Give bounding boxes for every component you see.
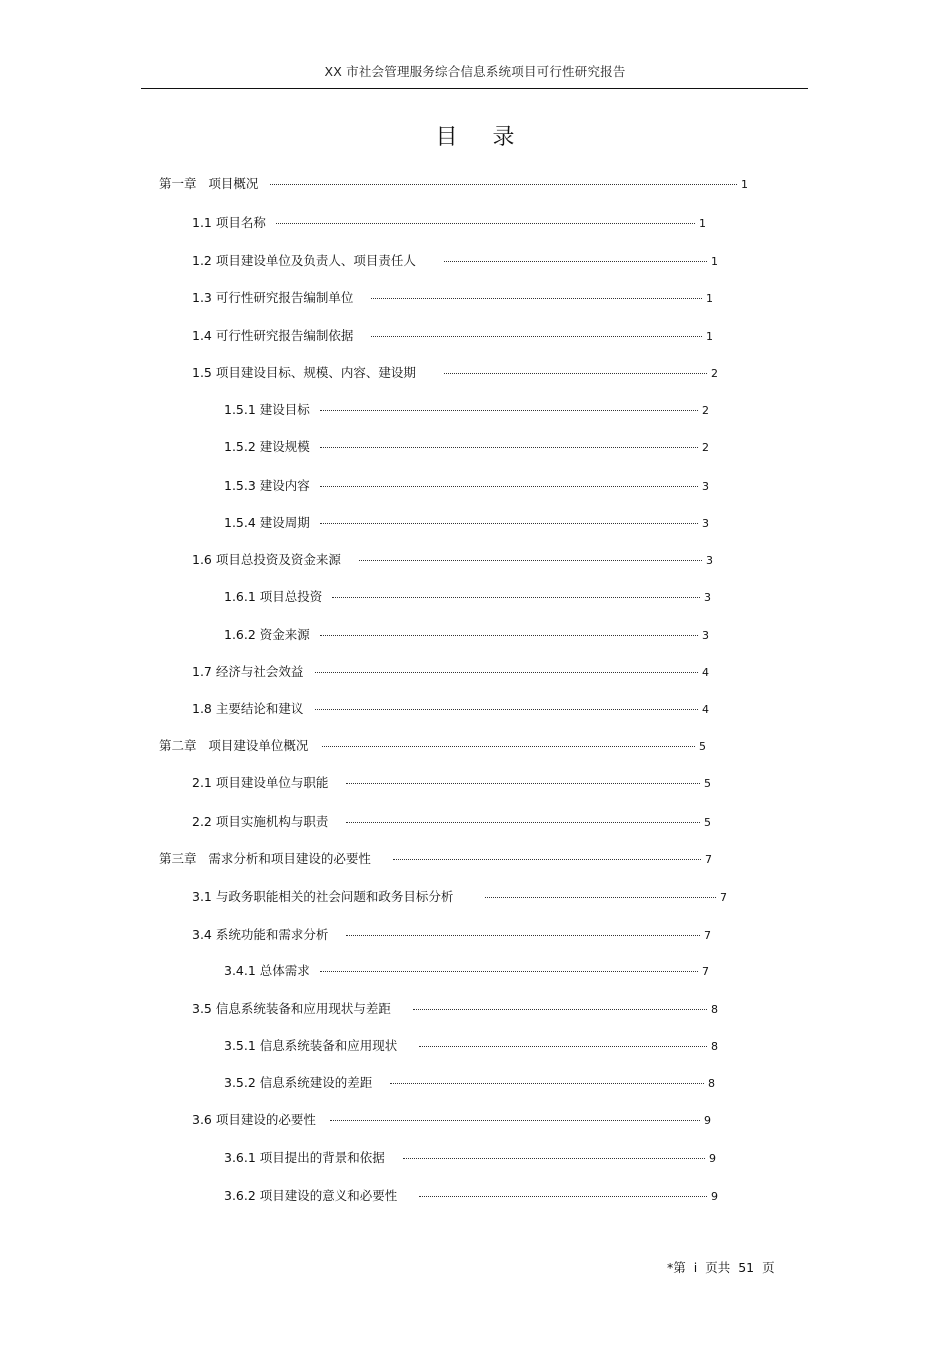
toc-entry[interactable] [224, 1149, 716, 1167]
toc-dot-leader [320, 523, 698, 524]
toc-entry-page-number: 5 [704, 816, 711, 829]
toc-entry-label: 1.8 主要结论和建议 [192, 701, 304, 716]
toc-entry-page-number: 5 [704, 777, 711, 790]
toc-entry-page-number: 3 [702, 517, 709, 530]
toc-entry-page-number: 4 [702, 703, 709, 716]
toc-entry[interactable] [192, 926, 711, 944]
toc-entry-page-number: 7 [720, 891, 727, 904]
toc-dot-leader [330, 1120, 700, 1121]
toc-entry-page-number: 2 [711, 367, 718, 380]
toc-entry[interactable] [192, 252, 718, 270]
toc-entry-label: 第二章 项目建设单位概况 [159, 738, 309, 753]
toc-dot-leader [485, 897, 716, 898]
toc-entry-page-number: 7 [705, 853, 712, 866]
footer-current-page: i [693, 1260, 698, 1275]
toc-entry-label: 1.3 可行性研究报告编制单位 [192, 290, 354, 305]
toc-entry-label: 3.4.1 总体需求 [224, 963, 310, 978]
toc-entry-page-number: 1 [741, 178, 748, 191]
toc-dot-leader [419, 1196, 707, 1197]
toc-entry[interactable] [224, 438, 709, 456]
toc-dot-leader [322, 746, 695, 747]
toc-entry-page-number: 3 [704, 591, 711, 604]
toc-dot-leader [413, 1009, 707, 1010]
toc-entry-label: 2.2 项目实施机构与职责 [192, 814, 329, 829]
toc-entry[interactable] [224, 588, 711, 606]
toc-entry-page-number: 1 [706, 330, 713, 343]
toc-entry-label: 3.5.1 信息系统装备和应用现状 [224, 1038, 398, 1053]
toc-entry-label: 1.2 项目建设单位及负责人、项目责任人 [192, 253, 416, 268]
toc-entry[interactable] [192, 364, 718, 382]
toc-dot-leader [403, 1158, 705, 1159]
toc-entry[interactable] [224, 401, 709, 419]
toc-entry-label: 3.4 系统功能和需求分析 [192, 927, 329, 942]
toc-entry-label: 1.6 项目总投资及资金来源 [192, 552, 341, 567]
toc-dot-leader [315, 672, 698, 673]
toc-dot-leader [359, 560, 702, 561]
toc-entry[interactable] [192, 663, 709, 681]
toc-entry-page-number: 1 [706, 292, 713, 305]
toc-entry-page-number: 1 [699, 217, 706, 230]
footer-total-pages: 51 [738, 1260, 755, 1275]
toc-entry[interactable] [192, 774, 711, 792]
toc-entry-label: 1.6.1 项目总投资 [224, 589, 323, 604]
toc-entry-page-number: 8 [708, 1077, 715, 1090]
toc-entry[interactable] [192, 700, 709, 718]
footer-middle: 页共 [705, 1260, 731, 1275]
toc-dot-leader [320, 486, 698, 487]
toc-entry-page-number: 3 [706, 554, 713, 567]
toc-entry-label: 3.6.1 项目提出的背景和依据 [224, 1150, 385, 1165]
toc-dot-leader [270, 184, 737, 185]
toc-entry[interactable] [192, 1000, 718, 1018]
toc-dot-leader [346, 935, 700, 936]
toc-entry-page-number: 2 [702, 441, 709, 454]
toc-title: 目 录 [435, 125, 529, 150]
toc-dot-leader [444, 373, 707, 374]
toc-entry[interactable] [192, 289, 713, 307]
toc-entry[interactable] [224, 962, 709, 980]
toc-entry[interactable] [159, 850, 712, 868]
toc-entry-label: 3.5 信息系统装备和应用现状与差距 [192, 1001, 391, 1016]
toc-entry-label: 3.5.2 信息系统建设的差距 [224, 1075, 373, 1090]
toc-entry[interactable] [159, 175, 748, 193]
toc-entry-label: 第三章 需求分析和项目建设的必要性 [159, 851, 371, 866]
toc-entry[interactable] [224, 1037, 718, 1055]
toc-entry-label: 1.5.2 建设规模 [224, 439, 310, 454]
toc-entry-label: 1.5 项目建设目标、规模、内容、建设期 [192, 365, 416, 380]
toc-entry[interactable] [224, 626, 709, 644]
toc-entry-label: 1.7 经济与社会效益 [192, 664, 304, 679]
page-footer [667, 1258, 779, 1276]
toc-dot-leader [444, 261, 707, 262]
toc-entry-page-number: 2 [702, 404, 709, 417]
toc-dot-leader [346, 822, 700, 823]
toc-entry-page-number: 5 [699, 740, 706, 753]
toc-entry[interactable] [192, 551, 713, 569]
toc-dot-leader [320, 971, 698, 972]
toc-entry[interactable] [192, 214, 706, 232]
toc-entry[interactable] [192, 327, 713, 345]
toc-entry-page-number: 1 [711, 255, 718, 268]
toc-entry-label: 2.1 项目建设单位与职能 [192, 775, 329, 790]
toc-entry-label: 1.4 可行性研究报告编制依据 [192, 328, 354, 343]
toc-dot-leader [320, 410, 698, 411]
toc-entry-page-number: 9 [709, 1152, 716, 1165]
footer-prefix: *第 [667, 1260, 686, 1275]
toc-entry[interactable] [224, 514, 709, 532]
toc-dot-leader [332, 597, 700, 598]
toc-dot-leader [315, 709, 698, 710]
toc-entry[interactable] [192, 813, 711, 831]
toc-dot-leader [320, 447, 698, 448]
toc-entry-label: 3.6 项目建设的必要性 [192, 1112, 316, 1127]
toc-dot-leader [346, 783, 700, 784]
toc-entry-page-number: 7 [704, 929, 711, 942]
toc-dot-leader [371, 336, 702, 337]
toc-entry-page-number: 7 [702, 965, 709, 978]
footer-suffix: 页 [762, 1260, 775, 1275]
toc-entry-page-number: 3 [702, 629, 709, 642]
toc-dot-leader [393, 859, 701, 860]
toc-entry-label: 1.5.1 建设目标 [224, 402, 310, 417]
toc-entry[interactable] [224, 1187, 718, 1205]
toc-entry[interactable] [224, 477, 709, 495]
toc-entry-page-number: 9 [711, 1190, 718, 1203]
toc-entry[interactable] [192, 1111, 711, 1129]
toc-entry-page-number: 9 [704, 1114, 711, 1127]
header-divider [141, 88, 808, 89]
toc-entry-page-number: 8 [711, 1040, 718, 1053]
toc-entry-label: 1.5.3 建设内容 [224, 478, 310, 493]
toc-entry-label: 3.1 与政务职能相关的社会问题和政务目标分析 [192, 889, 454, 904]
toc-entry-label: 3.6.2 项目建设的意义和必要性 [224, 1188, 398, 1203]
toc-entry[interactable] [224, 1074, 715, 1092]
toc-entry-page-number: 4 [702, 666, 709, 679]
toc-entry[interactable] [192, 888, 727, 906]
toc-dot-leader [371, 298, 702, 299]
toc-entry-label: 1.5.4 建设周期 [224, 515, 310, 530]
toc-entry-label: 1.6.2 资金来源 [224, 627, 310, 642]
toc-dot-leader [419, 1046, 707, 1047]
toc-entry-label: 1.1 项目名称 [192, 215, 266, 230]
toc-entry-page-number: 3 [702, 480, 709, 493]
toc-dot-leader [320, 635, 698, 636]
toc-dot-leader [390, 1083, 704, 1084]
toc-entry-label: 第一章 项目概况 [159, 176, 259, 191]
toc-entry-page-number: 8 [711, 1003, 718, 1016]
toc-entry[interactable] [159, 737, 706, 755]
toc-dot-leader [276, 223, 695, 224]
report-header-title: XX 市社会管理服务综合信息系统项目可行性研究报告 [324, 64, 626, 79]
